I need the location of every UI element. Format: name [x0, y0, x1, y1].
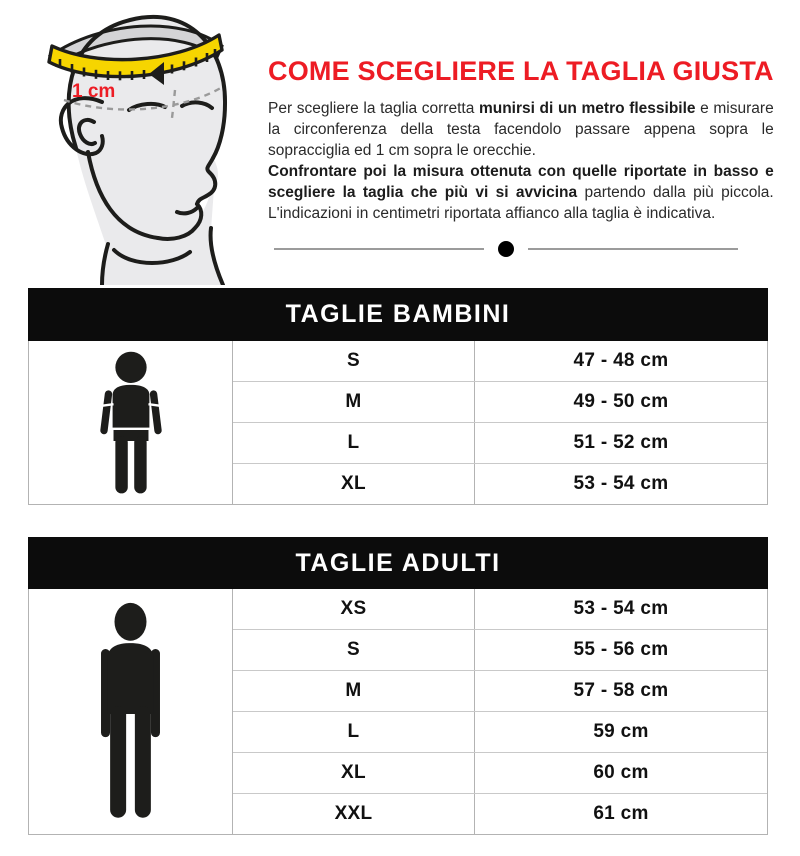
adult-icon [29, 589, 233, 834]
size-row [233, 422, 767, 463]
size-range: 47 - 48 cm [573, 350, 669, 371]
head-measurement-illustration [12, 0, 258, 285]
divider-dot [498, 241, 514, 257]
child-icon [29, 341, 233, 504]
table-title-bambini: TAGLIE BAMBINI [28, 288, 768, 341]
size-range: 53 - 54 cm [573, 598, 669, 619]
size-label: M [233, 671, 475, 711]
intro-section [0, 0, 800, 285]
section-divider [274, 241, 738, 257]
size-row [233, 629, 767, 670]
size-range: 61 cm [593, 803, 649, 824]
size-row [233, 752, 767, 793]
divider-line-left [274, 248, 484, 250]
bambini-rows [233, 341, 767, 504]
page-title: COME SCEGLIERE LA TAGLIA GIUSTA [268, 56, 774, 86]
table-title-adulti: TAGLIE ADULTI [28, 537, 768, 589]
size-label: XL [233, 753, 475, 793]
head-with-measuring-tape-icon [12, 0, 258, 285]
size-row [233, 463, 767, 504]
size-label: L [233, 423, 475, 463]
size-row [233, 670, 767, 711]
size-range: 49 - 50 cm [573, 391, 669, 412]
intro-paragraph: Per scegliere la taglia corretta munirsi di un metro flessibile e misurare la circonferenza della testa facendolo passare appena sopra le sopracciglia ed 1 cm sopra le orecchie. Confrontare poi la misura ottenuta con quelle riportate in basso e scegliere la taglia che più vi si avvicina partendo dalla più piccola. L'indicazioni in centimetri riportata affianco alla taglia è indicativa. [268, 100, 774, 222]
size-row [233, 589, 767, 629]
size-row [233, 793, 767, 834]
size-row [233, 381, 767, 422]
size-label: L [233, 712, 475, 752]
size-label: M [233, 382, 475, 422]
size-tables [0, 285, 800, 835]
size-range: 51 - 52 cm [573, 432, 669, 453]
size-label: S [233, 630, 475, 670]
size-label: XXL [233, 794, 475, 834]
size-label: XS [233, 589, 475, 629]
size-table-bambini [28, 288, 768, 505]
tape-distance-label: 1 cm [72, 81, 116, 102]
size-row [233, 711, 767, 752]
size-table-adulti [28, 537, 768, 835]
size-range: 57 - 58 cm [573, 680, 669, 701]
adulti-rows [233, 589, 767, 834]
size-label: XL [233, 464, 475, 504]
size-range: 59 cm [593, 721, 649, 742]
size-row [233, 341, 767, 381]
size-label: S [233, 341, 475, 381]
size-range: 53 - 54 cm [573, 473, 669, 494]
size-range: 55 - 56 cm [573, 639, 669, 660]
divider-line-right [528, 248, 738, 250]
size-range: 60 cm [593, 762, 649, 783]
